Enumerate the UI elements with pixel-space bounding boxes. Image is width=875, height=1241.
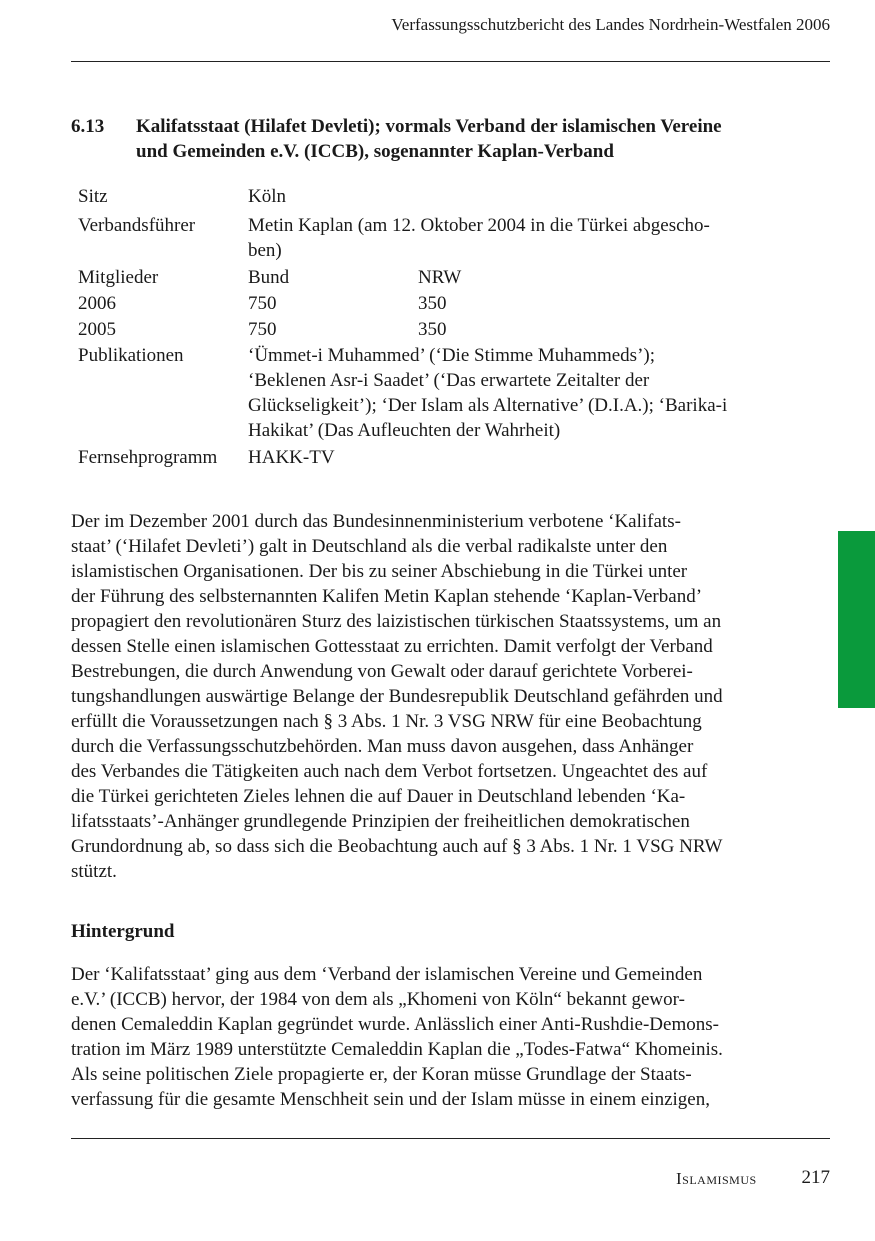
fact-value-line: Metin Kaplan (am 12. Oktober 2004 in die Türkei abgescho-: [248, 215, 710, 236]
paragraph-line: des Verbandes die Tätigkeiten auch nach dem Verbot fortsetzen. Ungeachtet des auf: [71, 761, 708, 782]
paragraph-line: propagiert den revolutionären Sturz des laizistischen türkischen Staatssystems, um an: [71, 611, 722, 632]
members-bund-value: 750: [248, 293, 277, 314]
fact-value: [248, 265, 778, 290]
fact-label: Mitglieder: [78, 267, 159, 288]
members-col-nrw: NRW: [418, 267, 462, 288]
paragraph-line: stützt.: [71, 861, 117, 882]
fact-value-line: ben): [248, 240, 282, 261]
paragraph-line: tration im März 1989 unterstützte Cemaleddin Kaplan die „Todes-Fatwa“ Khomeinis.: [71, 1039, 723, 1060]
paragraph-line: Der ‘Kalifatsstaat’ ging aus dem ‘Verband der islamischen Vereine und Gemeinden: [71, 964, 703, 985]
fact-value-line: Hakikat’ (Das Aufleuchten der Wahrheit): [248, 420, 561, 441]
running-header: Verfassungsschutzbericht des Landes Nordrhein-Westfalen 2006: [391, 15, 830, 34]
members-row-2006: [78, 291, 798, 316]
header-rule: [71, 61, 830, 62]
fact-value: [248, 317, 778, 342]
fact-value: Köln: [248, 186, 286, 207]
paragraph-line: e.V.’ (ICCB) hervor, der 1984 von dem als „Khomeni von Köln“ bekannt gewor-: [71, 989, 685, 1010]
fact-row-tv: [78, 445, 798, 470]
paragraph-line: Bestrebungen, die durch Anwendung von Gewalt oder darauf gerichtete Vorberei-: [71, 661, 693, 682]
fact-value-line: Glückseligkeit’); ‘Der Islam als Alternative’ (D.I.A.); ‘Barika-i: [248, 395, 728, 416]
members-year: 2006: [78, 293, 116, 314]
paragraph-line: die Türkei gerichteten Zieles lehnen die auf Dauer in Deutschland lebenden ‘Ka-: [71, 786, 686, 807]
paragraph-line: erfüllt die Voraussetzungen nach § 3 Abs. 1 Nr. 3 VSG NRW für eine Beobachtung: [71, 711, 702, 732]
fact-value: HAKK-TV: [248, 447, 335, 468]
fact-label: Publikationen: [78, 345, 184, 366]
paragraph-line: dessen Stelle einen islamischen Gottesstaat zu errichten. Damit verfolgt der Verband: [71, 636, 713, 657]
body-paragraph-1: [71, 509, 723, 884]
fact-value: [248, 213, 778, 263]
paragraph-line: lifatsstaats’-Anhänger grundlegende Prinzipien der freiheitlichen demokratischen: [71, 811, 690, 832]
footer-rule: [71, 1138, 830, 1139]
chapter-label: Islamismus: [676, 1169, 757, 1188]
fact-value: [248, 291, 778, 316]
members-nrw-value: 350: [418, 293, 447, 314]
fact-row-publications: [78, 343, 798, 443]
paragraph-line: islamistischen Organisationen. Der bis zu seiner Abschiebung in die Türkei unter: [71, 561, 688, 582]
fact-row-members: [78, 265, 798, 290]
section-title-line: und Gemeinden e.V. (ICCB), sogenannter Kaplan-Verband: [136, 141, 614, 162]
members-bund-value: 750: [248, 319, 277, 340]
section-number: 6.13: [71, 116, 105, 137]
fact-label: Verbandsführer: [78, 215, 196, 236]
subheading: Hintergrund: [71, 921, 175, 942]
fact-row-sitz: [78, 184, 798, 209]
fact-label: Sitz: [78, 186, 108, 207]
paragraph-line: Grundordnung ab, so dass sich die Beobachtung auch auf § 3 Abs. 1 Nr. 1 VSG NRW: [71, 836, 723, 857]
section-title: [136, 114, 806, 164]
body-paragraph-2: [71, 962, 723, 1112]
paragraph-line: verfassung für die gesamte Menschheit sein und der Islam müsse in einem einzigen,: [71, 1089, 710, 1110]
paragraph-line: der Führung des selbsternannten Kalifen Metin Kaplan stehende ‘Kaplan-Verband’: [71, 586, 703, 607]
section-title-line: Kalifatsstaat (Hilafet Devleti); vormals Verband der islamischen Vereine: [136, 116, 722, 137]
paragraph-line: staat’ (‘Hilafet Devleti’) galt in Deutschland als die verbal radikalste unter den: [71, 536, 668, 557]
paragraph-line: Als seine politischen Ziele propagierte er, der Koran müsse Grundlage der Staats-: [71, 1064, 692, 1085]
paragraph-line: durch die Verfassungsschutzbehörden. Man muss davon ausgehen, dass Anhänger: [71, 736, 694, 757]
members-col-bund: Bund: [248, 267, 290, 288]
members-nrw-value: 350: [418, 319, 447, 340]
paragraph-line: denen Cemaleddin Kaplan gegründet wurde. Anlässlich einer Anti-Rushdie-Demons-: [71, 1014, 719, 1035]
fact-label: Fernsehprogramm: [78, 447, 218, 468]
organization-facts-table: [78, 184, 798, 470]
fact-value-line: ‘Beklenen Asr-i Saadet’ (‘Das erwartete Zeitalter der: [248, 370, 650, 391]
page-number: 217: [801, 1167, 830, 1188]
chapter-marker-tab: [838, 531, 875, 708]
paragraph-line: tungshandlungen auswärtige Belange der Bundesrepublik Deutschland gefährden und: [71, 686, 723, 707]
fact-row-leader: [78, 213, 798, 263]
members-row-2005: [78, 317, 798, 342]
paragraph-line: Der im Dezember 2001 durch das Bundesinnenministerium verbotene ‘Kalifats-: [71, 511, 681, 532]
members-year: 2005: [78, 319, 116, 340]
fact-value: [248, 343, 778, 443]
fact-value-line: ‘Ümmet-i Muhammed’ (‘Die Stimme Muhammeds’);: [248, 345, 656, 366]
